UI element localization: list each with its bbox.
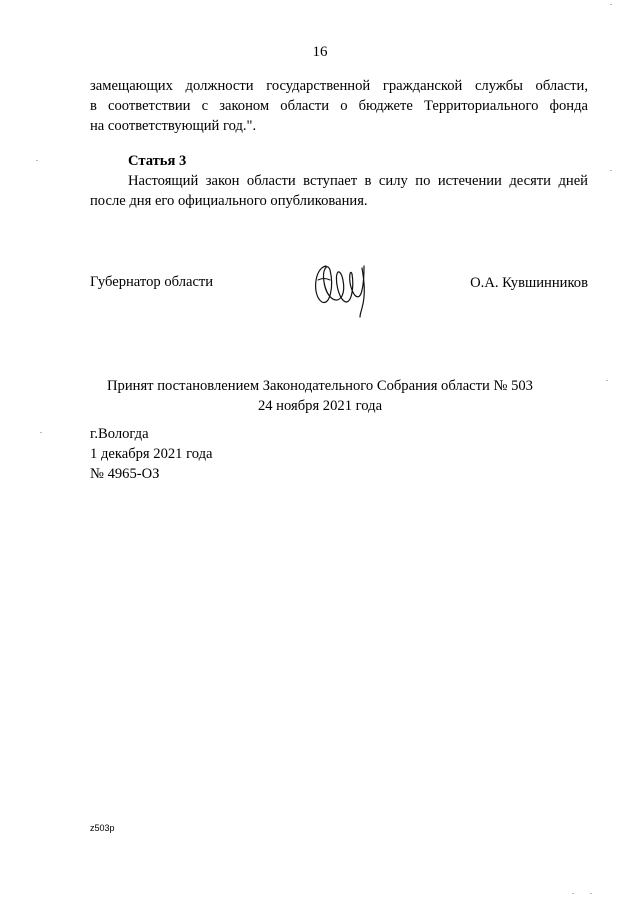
adoption-line: Принят постановлением Законодательного Собрания области № 503 (107, 378, 533, 394)
paragraph-line: Настоящий закон области вступает в силу по истечении десяти дней (128, 173, 588, 189)
paragraph-line: на соответствующий год.". (90, 118, 257, 134)
paragraph-line: замещающих должности государственной гражданской службы области, (90, 78, 588, 94)
law-number: № 4965-ОЗ (90, 466, 160, 482)
scan-speck (572, 893, 574, 894)
adoption-date: 24 ноября 2021 года (257, 398, 383, 414)
signing-date: 1 декабря 2021 года (90, 446, 213, 462)
city: г.Вологда (90, 426, 149, 442)
signatory-name: О.А. Кувшинников (470, 275, 588, 291)
paragraph-line: после дня его официального опубликования. (90, 193, 368, 209)
article-heading: Статья 3 (128, 153, 187, 169)
handwritten-signature (312, 256, 376, 318)
paragraph-line: в соответствии с законом области о бюджете Территориального фонда (90, 98, 588, 114)
place-date-number (90, 424, 213, 484)
scan-speck (610, 4, 612, 5)
footer-code: z503p (90, 823, 115, 833)
scan-speck (36, 160, 38, 161)
scan-speck (40, 432, 42, 433)
continuation-paragraph (90, 76, 588, 136)
scan-speck (610, 170, 612, 171)
adoption-note (0, 376, 640, 416)
page-number: 16 (312, 44, 328, 60)
signatory-title: Губернатор области (90, 274, 214, 290)
scan-speck (590, 893, 592, 894)
article-paragraph (90, 171, 588, 211)
scan-speck (606, 380, 608, 381)
